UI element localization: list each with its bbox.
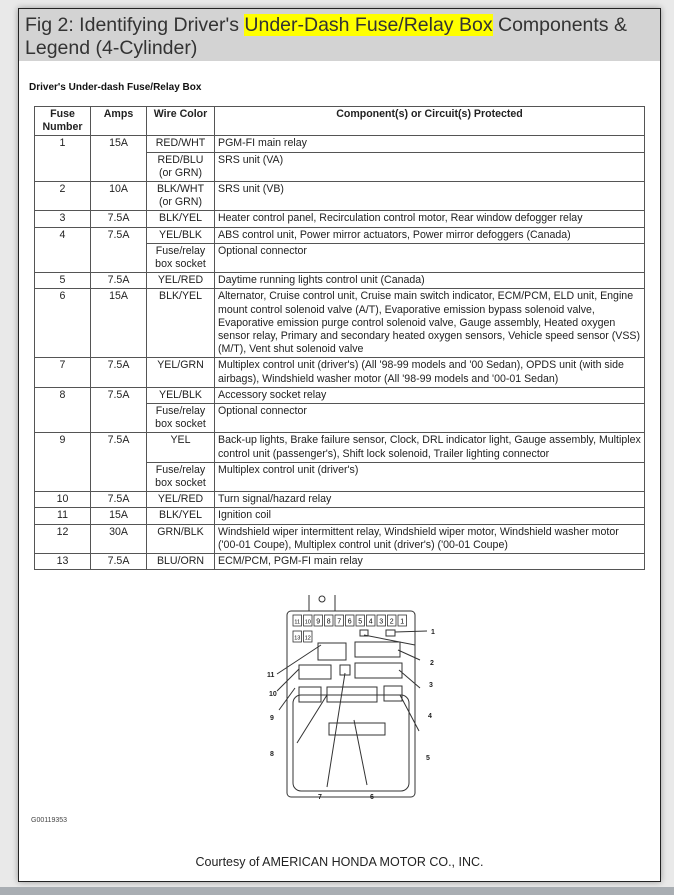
figure-code: G00119353 [31, 817, 68, 824]
header-amps: Amps [91, 107, 147, 136]
callout-number: 1 [431, 629, 435, 636]
circuit-protected: Optional connector [215, 243, 645, 272]
title-text-end: Components & Legend (4-Cylinder) [25, 14, 627, 59]
table-row [35, 387, 645, 403]
fuse-box-diagram [247, 595, 457, 815]
circuit-protected: Daytime running lights control unit (Canada) [215, 273, 645, 289]
callout-number: 6 [370, 794, 374, 801]
wire-color: RED/WHT [147, 136, 215, 152]
callout-number: 2 [430, 660, 434, 667]
fuse-number: 8 [35, 387, 91, 433]
fuse-slot-label: 2 [389, 618, 394, 626]
callout-number: 9 [270, 715, 274, 722]
figure-title [19, 9, 660, 61]
wire-color: BLK/YEL [147, 508, 215, 524]
table-row [35, 136, 645, 152]
fuse-amps: 7.5A [91, 273, 147, 289]
title-highlight: Under-Dash Fuse/Relay Box [244, 14, 493, 36]
header-fuse-number: Fuse Number [35, 107, 91, 136]
fuse-number: 12 [35, 524, 91, 553]
fuse-number: 10 [35, 492, 91, 508]
wire-color: GRN/BLK [147, 524, 215, 553]
callout-number: 7 [318, 794, 322, 801]
wire-color: RED/BLU (or GRN) [147, 152, 215, 181]
table-row [35, 492, 645, 508]
wire-color: BLU/ORN [147, 554, 215, 570]
fuse-slot-label: 11 [294, 619, 301, 626]
circuit-protected: PGM-FI main relay [215, 136, 645, 152]
bottom-bar [0, 887, 674, 895]
fuse-amps: 15A [91, 136, 147, 182]
circuit-protected: Windshield wiper intermittent relay, Windshield wiper motor, Windshield washer motor ('00-01 Coupe), Multiplex control unit (driver's) ('00-01 Coupe) [215, 524, 645, 553]
callout-number: 3 [429, 682, 433, 689]
fuse-slot-label: 4 [368, 618, 373, 626]
fuse-amps: 15A [91, 508, 147, 524]
circuit-protected: SRS unit (VB) [215, 182, 645, 211]
wire-color: YEL/GRN [147, 358, 215, 387]
table-row [35, 433, 645, 462]
circuit-protected: Ignition coil [215, 508, 645, 524]
fuse-number: 5 [35, 273, 91, 289]
circuit-protected: Multiplex control unit (driver's) [215, 462, 645, 491]
wire-color: YEL/RED [147, 273, 215, 289]
wire-color: Fuse/relay box socket [147, 462, 215, 491]
circuit-protected: Heater control panel, Recirculation control motor, Rear window defogger relay [215, 211, 645, 227]
fuse-number: 7 [35, 358, 91, 387]
fuse-slot-label: 6 [347, 618, 352, 626]
fuse-table [34, 106, 645, 570]
table-row [35, 227, 645, 243]
wire-color: BLK/WHT (or GRN) [147, 182, 215, 211]
callout-number: 11 [267, 672, 275, 679]
circuit-protected: Turn signal/hazard relay [215, 492, 645, 508]
fuse-amps: 30A [91, 524, 147, 553]
fuse-slot-label: 1 [400, 618, 405, 626]
fuse-amps: 7.5A [91, 211, 147, 227]
fuse-number: 11 [35, 508, 91, 524]
fuse-number: 2 [35, 182, 91, 211]
circuit-protected: SRS unit (VA) [215, 152, 645, 181]
callout-number: 5 [426, 755, 430, 762]
fuse-amps: 10A [91, 182, 147, 211]
fuse-number: 3 [35, 211, 91, 227]
fuse-number: 13 [35, 554, 91, 570]
table-row [35, 182, 645, 211]
fuse-number: 9 [35, 433, 91, 492]
header-wire-color: Wire Color [147, 107, 215, 136]
header-circuit: Component(s) or Circuit(s) Protected [215, 107, 645, 136]
wire-color: YEL/BLK [147, 227, 215, 243]
table-row [35, 554, 645, 570]
fuse-amps: 7.5A [91, 554, 147, 570]
fuse-slot-label: 8 [326, 618, 331, 626]
fuse-amps: 7.5A [91, 227, 147, 273]
fuse-slot-label: 9 [316, 618, 321, 626]
wire-color: YEL/RED [147, 492, 215, 508]
callout-number: 4 [428, 713, 432, 720]
fuse-slot-label: 3 [379, 618, 384, 626]
circuit-protected: Optional connector [215, 404, 645, 433]
wire-color: BLK/YEL [147, 289, 215, 358]
table-caption: Driver's Under-dash Fuse/Relay Box [29, 82, 202, 93]
callout-number: 8 [270, 751, 274, 758]
circuit-protected: Multiplex control unit (driver's) (All '98-99 models and '00 Sedan), OPDS unit (with side airbags), Windshield washer motor (All '98-99 models and '00-01 Sedan) [215, 358, 645, 387]
fuse-amps: 15A [91, 289, 147, 358]
fuse-slot-label: 7 [337, 618, 342, 626]
circuit-protected: Alternator, Cruise control unit, Cruise main switch indicator, ECM/PCM, ELD unit, Engine mount control solenoid valve (A/T), Evaporative emission bypass solenoid valve, Evaporative emission purge control solenoid valve, Gauge assembly, Heated oxygen sensor relay, Primary and secondary heated oxygen sensors, Vehicle speed sensor (VSS) (M/T), Vent shut solenoid valve [215, 289, 645, 358]
wire-color: Fuse/relay box socket [147, 404, 215, 433]
table-row [35, 211, 645, 227]
wire-color: YEL/BLK [147, 387, 215, 403]
fuse-amps: 7.5A [91, 358, 147, 387]
callout-number: 10 [269, 691, 277, 698]
fuse-number: 6 [35, 289, 91, 358]
fuse-amps: 7.5A [91, 387, 147, 433]
table-row [35, 358, 645, 387]
fuse-slot-label: 5 [358, 618, 363, 626]
table-row [35, 508, 645, 524]
table-row [35, 273, 645, 289]
wire-color: BLK/YEL [147, 211, 215, 227]
fuse-amps: 7.5A [91, 492, 147, 508]
figure-frame [18, 8, 661, 882]
table-row [35, 524, 645, 553]
wire-color: Fuse/relay box socket [147, 243, 215, 272]
fuse-number: 4 [35, 227, 91, 273]
fuse-number: 1 [35, 136, 91, 182]
fuse-slot-label: 12 [304, 635, 311, 642]
fuse-slot-label: 13 [294, 635, 301, 642]
circuit-protected: Back-up lights, Brake failure sensor, Clock, DRL indicator light, Gauge assembly, Multiplex control unit (passenger's), Shift lock solenoid, Trailer lighting connector [215, 433, 645, 462]
wire-color: YEL [147, 433, 215, 462]
circuit-protected: ABS control unit, Power mirror actuators, Power mirror defoggers (Canada) [215, 227, 645, 243]
courtesy-credit: Courtesy of AMERICAN HONDA MOTOR CO., INC. [195, 855, 484, 869]
circuit-protected: ECM/PCM, PGM-FI main relay [215, 554, 645, 570]
title-text: Fig 2: Identifying Driver's [25, 14, 245, 36]
table-row [35, 289, 645, 358]
circuit-protected: Accessory socket relay [215, 387, 645, 403]
fuse-amps: 7.5A [91, 433, 147, 492]
fuse-slot-label: 10 [304, 619, 311, 626]
